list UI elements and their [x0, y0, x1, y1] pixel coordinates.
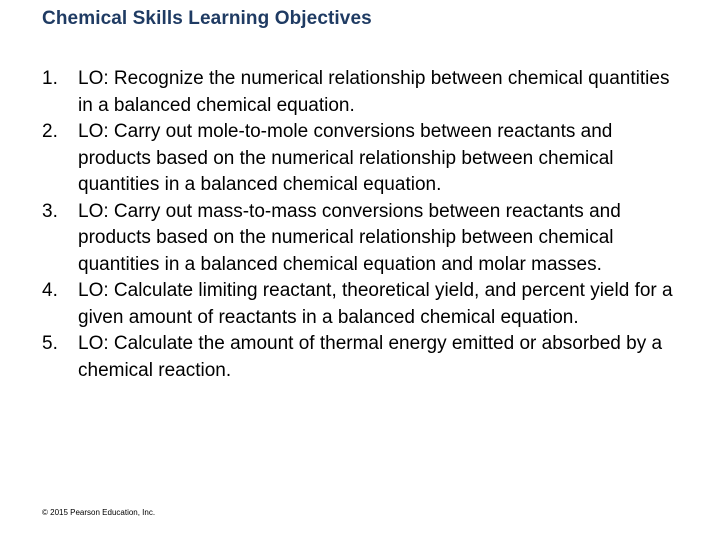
- objective-item-3: [42, 199, 682, 279]
- objective-text: LO: Calculate the amount of thermal energy emitted or absorbed by a chemical reaction.: [78, 333, 663, 381]
- objective-item-1: [42, 66, 682, 119]
- objective-item-5: [42, 331, 682, 384]
- objective-item-2: [42, 119, 682, 199]
- objective-number: 5.: [42, 333, 58, 354]
- objective-text: LO: Recognize the numerical relationship between chemical quantities in a balanced chemical equation.: [78, 68, 670, 116]
- objectives-list: [42, 66, 682, 384]
- objective-number: 4.: [42, 280, 58, 301]
- objective-item-4: [42, 278, 682, 331]
- objective-number: 2.: [42, 121, 58, 142]
- copyright-notice: © 2015 Pearson Education, Inc.: [42, 508, 156, 517]
- objective-text: LO: Carry out mole-to-mole conversions between reactants and products based on the numerical relationship between chemical quantities in a balanced chemical equation.: [78, 121, 614, 195]
- slide-title: Chemical Skills Learning Objectives: [42, 8, 372, 29]
- objective-number: 1.: [42, 68, 58, 89]
- objective-text: LO: Carry out mass-to-mass conversions between reactants and products based on the numerical relationship between chemical quantities in a balanced chemical equation and molar masses.: [78, 200, 621, 275]
- objective-number: 3.: [42, 200, 58, 222]
- objective-text: LO: Calculate limiting reactant, theoretical yield, and percent yield for a given amount of reactants in a balanced chemical equation.: [78, 280, 673, 328]
